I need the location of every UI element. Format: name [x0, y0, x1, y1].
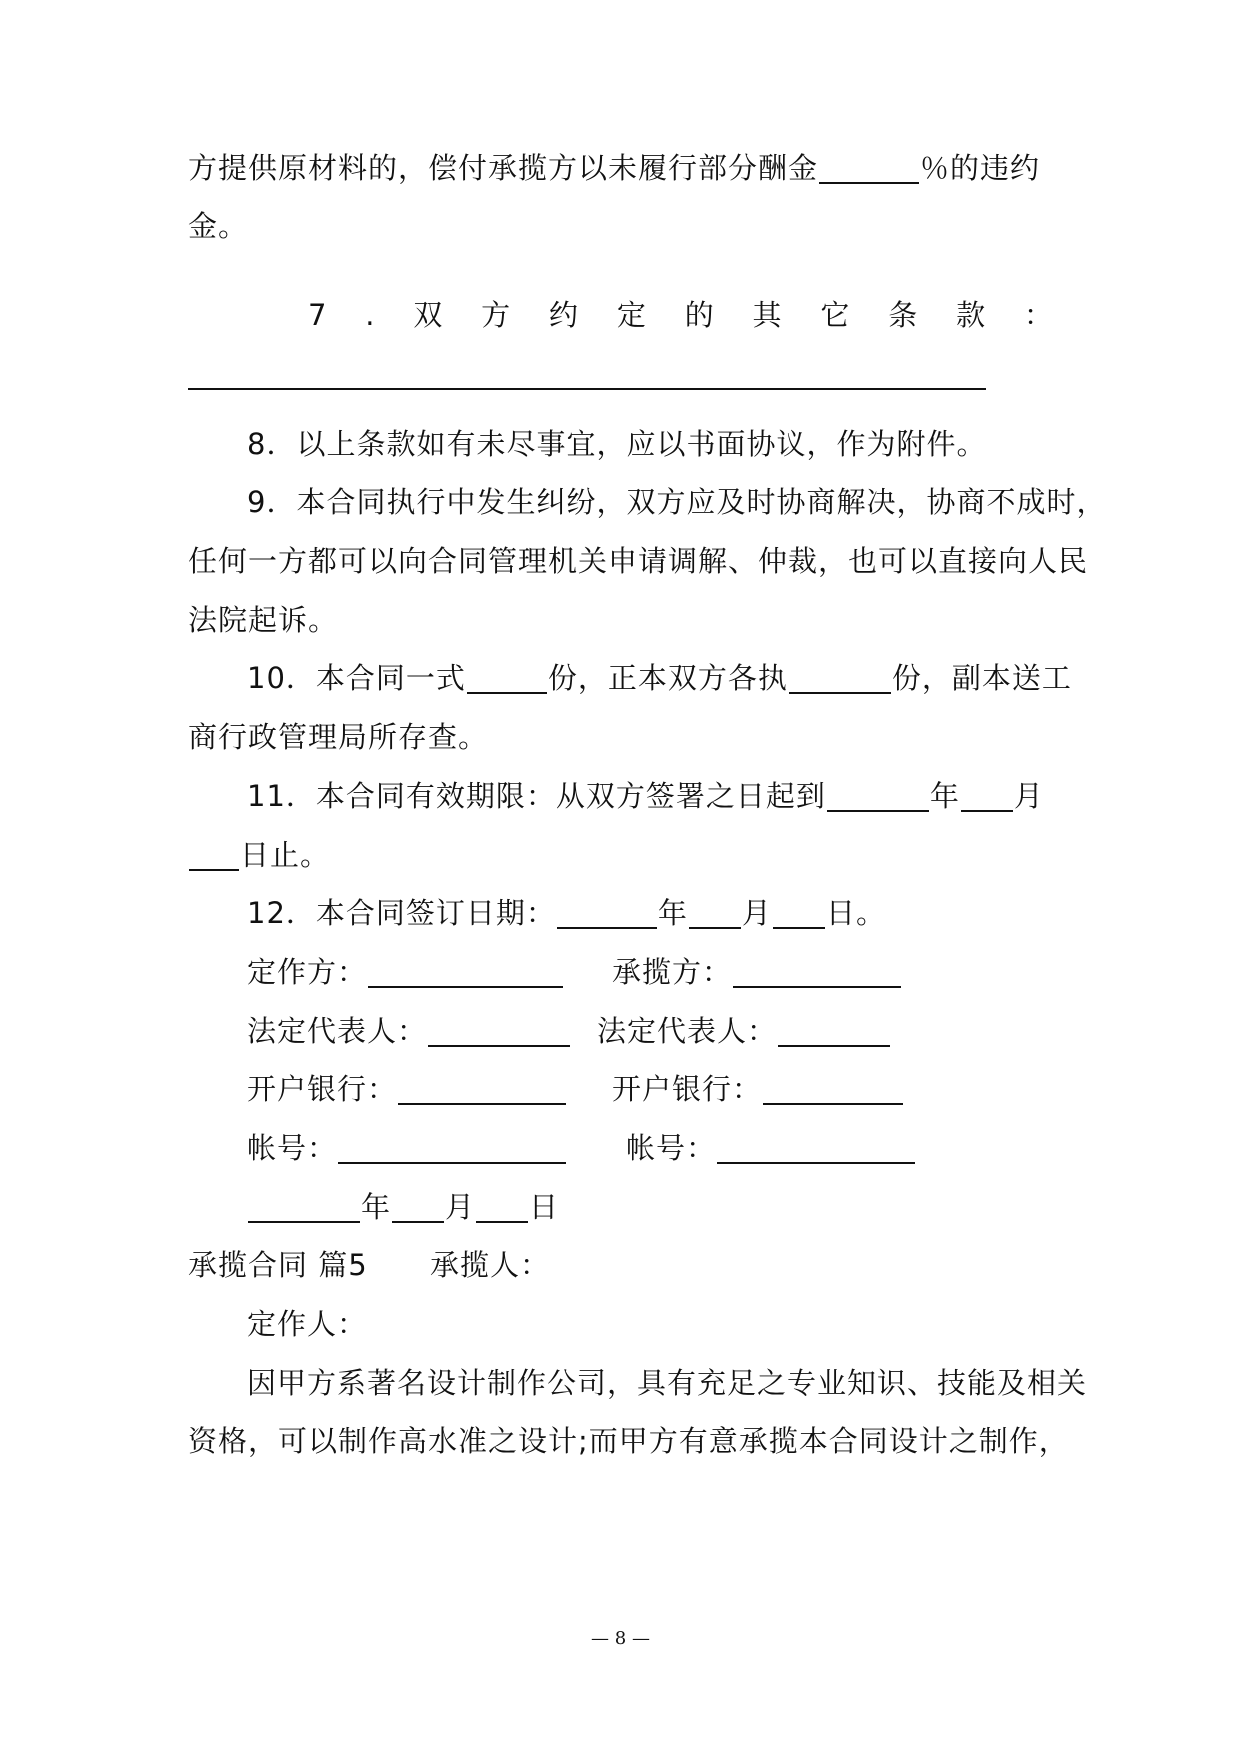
contractor-label: 承揽人： — [430, 1248, 551, 1282]
intro-line-1: 因甲方系著名设计制作公司，具有充足之专业知识、技能及相关 — [247, 1366, 1088, 1400]
account-b-label: 帐号： — [626, 1131, 717, 1165]
clause-7-char: 定 — [616, 298, 646, 332]
rep-b-blank[interactable] — [778, 1015, 890, 1047]
clause-10-text-c: 份，副本送工 — [891, 661, 1072, 695]
clause-7-fill-line[interactable] — [188, 388, 986, 390]
signature-date — [247, 1187, 559, 1227]
clause-7-char: ： — [1023, 298, 1053, 332]
clause-9-line-2: 任何一方都可以向合同管理机关申请调解、仲裁，也可以直接向人民 — [188, 544, 1089, 578]
expiry-day-blank[interactable] — [189, 839, 239, 871]
clause-11-line-1 — [247, 776, 1044, 816]
clause-10-text-a: 10．本合同一式 — [247, 661, 466, 695]
commissioner-label: 定作人： — [247, 1307, 368, 1341]
expiry-month-blank[interactable] — [961, 780, 1013, 812]
clause-12 — [247, 893, 886, 933]
clause-6-line-2: 金。 — [188, 209, 249, 243]
clause-7-char: 条 — [888, 298, 918, 332]
rep-a-blank[interactable] — [428, 1015, 570, 1047]
date-month-blank[interactable] — [392, 1191, 444, 1223]
day-label: 日。 — [825, 896, 886, 930]
month-label: 月 — [741, 896, 772, 930]
clause-7-heading — [308, 295, 1053, 335]
bank-b-label: 开户银行： — [612, 1072, 763, 1106]
bank-b-field — [612, 1069, 904, 1109]
clause-7-char: 它 — [820, 298, 850, 332]
expiry-year-blank[interactable] — [827, 780, 929, 812]
year-label: 年 — [657, 896, 688, 930]
penalty-percent-blank[interactable] — [819, 152, 919, 184]
rep-b-field — [597, 1011, 891, 1051]
rep-a-field — [247, 1011, 571, 1051]
clause-9-line-1: 9．本合同执行中发生纠纷，双方应及时协商解决，协商不成时， — [247, 485, 1107, 519]
clause-7-char: 其 — [752, 298, 782, 332]
year-label: 年 — [929, 779, 960, 813]
clause-11-line-2 — [188, 835, 330, 875]
clause-12-text: 12．本合同签订日期： — [247, 896, 556, 930]
clause-7-char: 双 — [413, 298, 443, 332]
rep-a-label: 法定代表人： — [247, 1014, 428, 1048]
clause-6-text-tail: ％的违约 — [920, 151, 1041, 185]
day-label: 日 — [529, 1190, 560, 1224]
month-label: 月 — [1013, 779, 1044, 813]
clause-10-line-2: 商行政管理局所存查。 — [188, 720, 489, 754]
clause-7-char: 方 — [481, 298, 511, 332]
sign-year-blank[interactable] — [557, 897, 657, 929]
clause-10-line-1 — [247, 658, 1072, 698]
party-a-field — [247, 952, 564, 992]
year-label: 年 — [361, 1190, 392, 1224]
account-b-blank[interactable] — [717, 1132, 915, 1164]
account-b-field — [626, 1128, 916, 1168]
copies-each-blank[interactable] — [789, 662, 891, 694]
page-number: — 8 — — [591, 1628, 650, 1649]
rep-b-label: 法定代表人： — [597, 1014, 778, 1048]
clause-7-char: 的 — [684, 298, 714, 332]
clause-7-char: . — [365, 298, 375, 332]
sign-day-blank[interactable] — [773, 897, 825, 929]
account-a-blank[interactable] — [338, 1132, 566, 1164]
intro-line-2: 资格，可以制作高水准之设计;而甲方有意承揽本合同设计之制作， — [188, 1424, 1069, 1458]
bank-b-blank[interactable] — [763, 1073, 903, 1105]
date-year-blank[interactable] — [248, 1191, 360, 1223]
clause-11-tail: 日止。 — [240, 838, 331, 872]
clause-10-text-b: 份，正本双方各执 — [547, 661, 788, 695]
party-b-blank[interactable] — [733, 956, 901, 988]
account-a-label: 帐号： — [247, 1131, 338, 1165]
clause-6-line-1 — [188, 148, 1040, 188]
account-a-field — [247, 1128, 567, 1168]
party-a-blank[interactable] — [368, 956, 563, 988]
section-5-title: 承揽合同 篇5 — [188, 1248, 368, 1282]
clause-7-char: 约 — [549, 298, 579, 332]
bank-a-label: 开户银行： — [247, 1072, 398, 1106]
clause-7-char: 款 — [956, 298, 986, 332]
clause-8: 8．以上条款如有未尽事宜，应以书面协议，作为附件。 — [247, 427, 987, 461]
month-label: 月 — [445, 1190, 476, 1224]
bank-a-field — [247, 1069, 567, 1109]
party-b-field — [612, 952, 902, 992]
bank-a-blank[interactable] — [398, 1073, 566, 1105]
clause-11-text: 11．本合同有效期限：从双方签署之日起到 — [247, 779, 826, 813]
party-b-label: 承揽方： — [612, 955, 733, 989]
copies-total-blank[interactable] — [467, 662, 547, 694]
clause-6-text: 方提供原材料的，偿付承揽方以未履行部分酬金 — [188, 151, 819, 185]
clause-7-char: 7 — [308, 298, 327, 332]
party-a-label: 定作方： — [247, 955, 368, 989]
sign-month-blank[interactable] — [689, 897, 741, 929]
date-day-blank[interactable] — [476, 1191, 528, 1223]
clause-9-line-3: 法院起诉。 — [188, 603, 339, 637]
